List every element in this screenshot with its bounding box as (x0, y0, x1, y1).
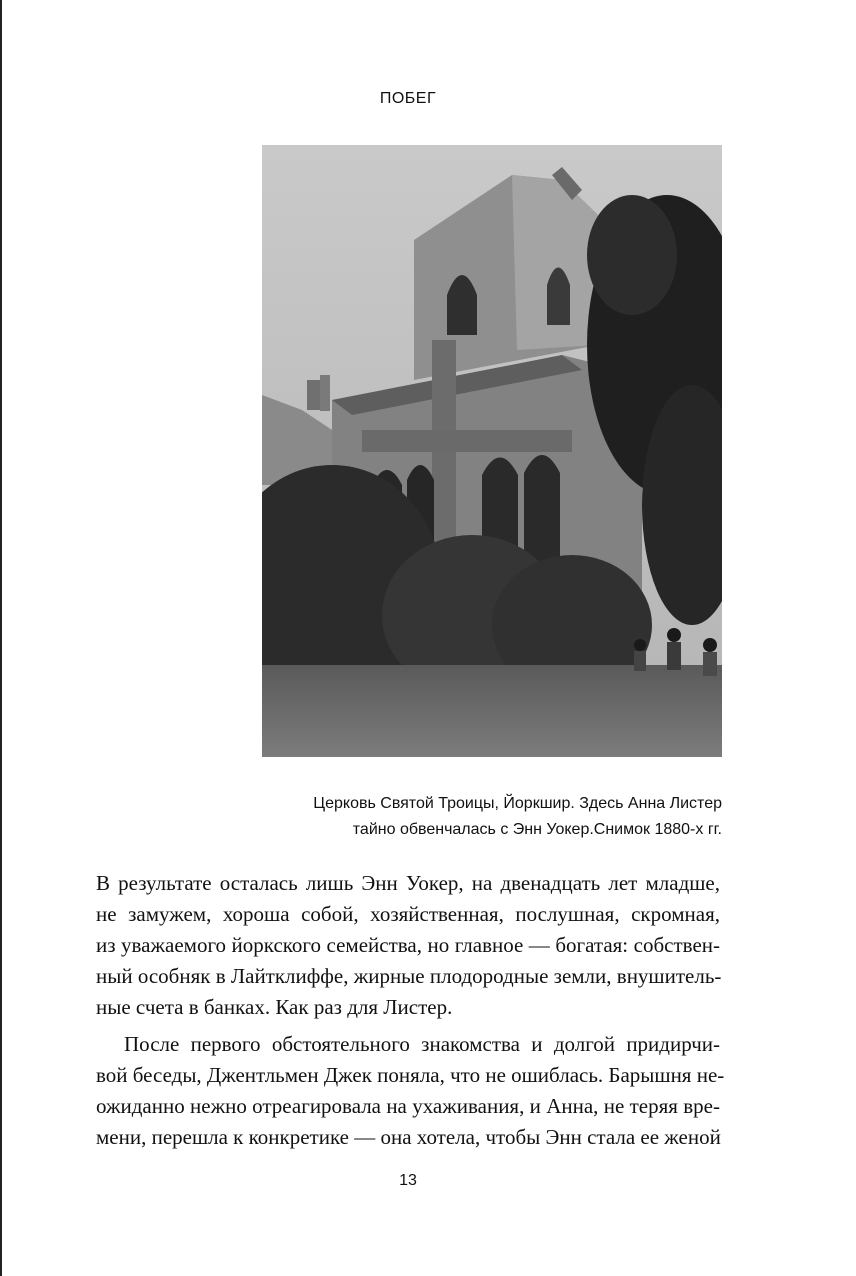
running-head: ПОБЕГ (379, 90, 437, 107)
paragraph-line: мени, перешла к конкретике — она хотела, чтобы Энн стала ее женой (96, 1125, 721, 1149)
paragraph-line: После первого обстоятельного знакомства и долгой придирчи- (124, 1032, 720, 1056)
church-photograph (262, 145, 722, 757)
paragraph-line: ный особняк в Лайтклиффе, жирные плодородные земли, внушитель- (96, 964, 722, 988)
paragraph-line: ные счета в банках. Как раз для Листер. (96, 995, 453, 1019)
paragraph-line: В результате осталась лишь Энн Уокер, на двенадцать лет младше, (96, 871, 720, 895)
caption-line: тайно обвенчалась с Энн Уокер.Снимок 1880-х гг. (352, 821, 722, 838)
body-text (96, 868, 725, 1153)
page-edge (0, 0, 2, 1276)
paragraph-line: ожиданно нежно отреагировала на ухаживания, и Анна, не теряя вре- (96, 1094, 720, 1118)
figure-caption (162, 791, 722, 843)
caption-line: Церковь Святой Троицы, Йоркшир. Здесь Анна Листер (313, 795, 722, 812)
paragraph-line: вой беседы, Джентльмен Джек поняла, что не ошиблась. Барышня не- (96, 1063, 725, 1087)
paragraph-line: не замужем, хороша собой, хозяйственная, послушная, скромная, (96, 902, 720, 926)
paragraph-line: из уважаемого йоркского семейства, но главное — богатая: собствен- (96, 933, 720, 957)
page-number: 13 (399, 1172, 417, 1189)
